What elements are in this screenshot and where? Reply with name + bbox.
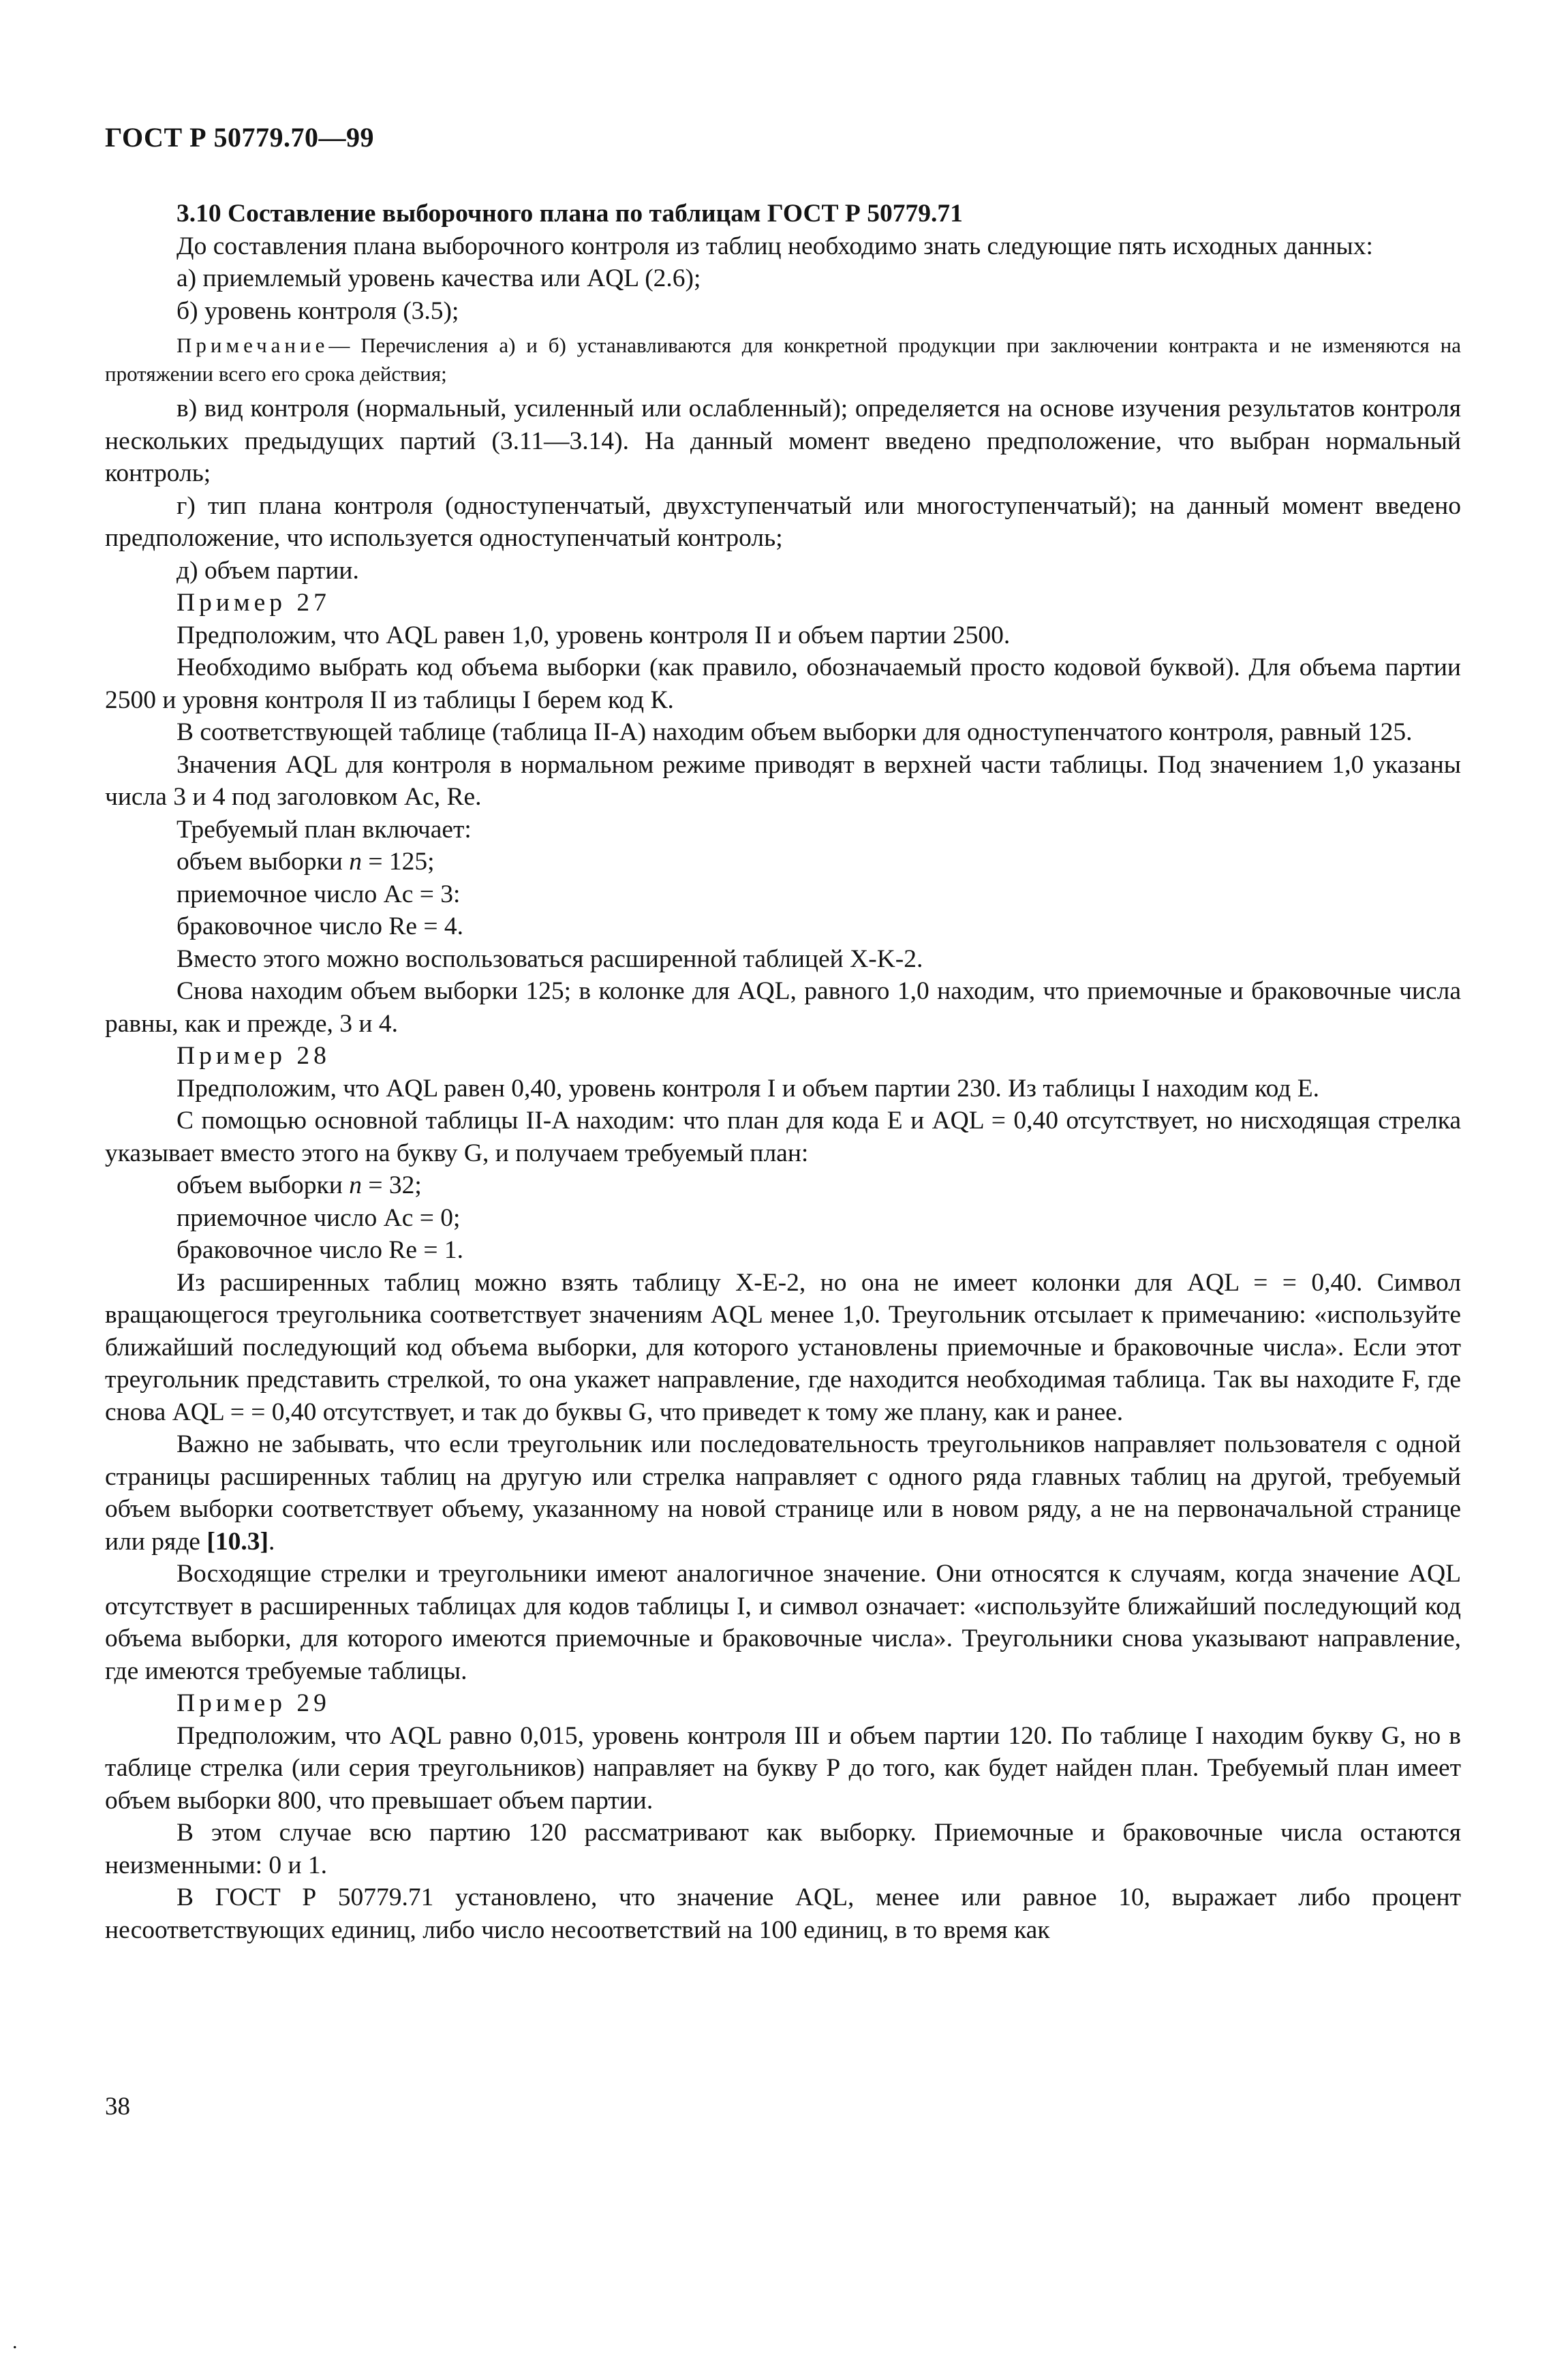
list-item-b: б) уровень контроля (3.5); <box>176 296 459 325</box>
example-label: Пример 27 <box>176 589 330 617</box>
note-label: Примечание <box>176 333 329 357</box>
list-item-d: д) объем партии. <box>176 556 359 585</box>
paragraph <box>105 1428 1461 1558</box>
reference: [10.3] <box>206 1527 268 1556</box>
paragraph: В соответствующей таблице (таблица II-А) находим объем выборки для одноступенчатого контроля, равный 125. <box>176 718 1413 746</box>
plan-text: объем выборки <box>176 1171 350 1199</box>
example-label: Пример 28 <box>176 1042 330 1070</box>
list-item-v: в) вид контроля (нормальный, усиленный или ослабленный); определяется на основе изучения результатов контроля нескольких предыдущих партий (3.11—3.14). На данный момент введено предположение, что выбран нормальный контроль; <box>105 395 1461 487</box>
plan-reject-number: браковочное число Re = 4. <box>176 912 464 940</box>
paragraph-text: Важно не забывать, что если треугольник или последовательность треугольников направляет пользователя с одной страницы расширенных таблиц на другую или стрелка направляет с одного ряда главных таблиц на другой, требуемый объем выборки соответствует объему, указанному на новой странице или в новом ряду, а не на первоначальной странице или ряде <box>105 1430 1461 1556</box>
list-item-a: а) приемлемый уровень качества или AQL (2.6); <box>176 264 701 292</box>
document-body <box>105 198 1461 1946</box>
plan-reject-number: браковочное число Re = 1. <box>176 1236 464 1264</box>
paragraph: В этом случае всю партию 120 рассматривают как выборку. Приемочные и браковочные числа остаются неизменными: 0 и 1. <box>105 1819 1461 1879</box>
plan-text: = 32; <box>361 1171 422 1199</box>
plan-text: объем выборки <box>176 848 350 876</box>
section-heading: 3.10 Составление выборочного плана по таблицам ГОСТ Р 50779.71 <box>176 200 963 228</box>
plan-sample-size <box>105 1169 1461 1202</box>
paragraph: Предположим, что AQL равен 0,40, уровень контроля I и объем партии 230. Из таблицы I находим код Е. <box>176 1074 1319 1103</box>
paragraph: Из расширенных таблиц можно взять таблицу Х-Е-2, но она не имеет колонки для AQL = = 0,40. Символ вращающегося треугольника соответствует значениям AQL менее 1,0. Треугольник отсылает к примечанию: «используйте ближайший последующий код объема выборки, для которого установлены приемочные и браковочные числа». Если этот треугольник представить стрелкой, то она укажет направление, где находится необходимая таблица. Так вы находите F, где снова AQL = = 0,40 отсутствует, и так до буквы G, что приведет к тому же плану, как и ранее. <box>105 1268 1461 1426</box>
variable-n: n <box>349 848 362 876</box>
stray-mark: . <box>12 2330 18 2353</box>
paragraph: До составления плана выборочного контроля из таблиц необходимо знать следующие пять исходных данных: <box>176 232 1373 260</box>
page-number: 38 <box>105 2093 130 2121</box>
document-page <box>105 0 1468 2370</box>
paragraph: Необходимо выбрать код объема выборки (как правило, обозначаемый просто кодовой буквой). Для объема партии 2500 и уровня контроля II из таблицы I берем код К. <box>105 653 1461 714</box>
paragraph: В ГОСТ Р 50779.71 установлено, что значение AQL, менее или равное 10, выражает либо процент несоответствующих единиц, либо число несоответствий на 100 единиц, в то время как <box>105 1883 1461 1944</box>
paragraph-text: . <box>268 1527 275 1556</box>
note <box>105 331 1461 388</box>
list-item-g: г) тип плана контроля (одноступенчатый, двухступенчатый или многоступенчатый); на данный момент введено предположение, что используется одноступенчатый контроль; <box>105 491 1461 552</box>
plan-text: = 125; <box>361 848 435 876</box>
note-text: — Перечисления а) и б) устанавливаются для конкретной продукции при заключении контракта и не изменяются на протяжении всего его срока действия; <box>105 333 1461 386</box>
paragraph: Значения AQL для контроля в нормальном режиме приводят в верхней части таблицы. Под значением 1,0 указаны числа 3 и 4 под заголовком Ac, Re. <box>105 750 1461 811</box>
paragraph: Требуемый план включает: <box>176 815 472 844</box>
plan-accept-number: приемочное число Ac = 0; <box>176 1203 461 1232</box>
paragraph: Восходящие стрелки и треугольники имеют аналогичное значение. Они относятся к случаям, когда значение AQL отсутствует в расширенных таблицах для кодов таблицы I, и символ означает: «используйте ближайший последующий код объема выборки, для которого имеются приемочные и браковочные числа». Треугольники снова указывают направление, где имеются требуемые таблицы. <box>105 1560 1461 1685</box>
paragraph: Вместо этого можно воспользоваться расширенной таблицей X-K-2. <box>176 944 923 973</box>
example-label: Пример 29 <box>176 1689 330 1717</box>
paragraph: Предположим, что AQL равно 0,015, уровень контроля III и объем партии 120. По таблице I находим букву G, но в таблице стрелка (или серия треугольников) направляет на букву Р до того, как будет найден план. Требуемый план имеет объем выборки 800, что превышает объем партии. <box>105 1721 1461 1815</box>
document-header: ГОСТ Р 50779.70—99 <box>105 122 375 153</box>
plan-accept-number: приемочное число Ac = 3: <box>176 880 461 908</box>
plan-sample-size <box>105 846 1461 878</box>
paragraph: С помощью основной таблицы II-A находим: что план для кода Е и AQL = 0,40 отсутствует, но нисходящая стрелка указывает вместо этого на букву G, и получаем требуемый план: <box>105 1107 1461 1167</box>
paragraph: Предположим, что AQL равен 1,0, уровень контроля II и объем партии 2500. <box>176 621 1011 649</box>
paragraph: Снова находим объем выборки 125; в колонке для AQL, равного 1,0 находим, что приемочные и браковочные числа равны, как и прежде, 3 и 4. <box>105 977 1461 1038</box>
variable-n: n <box>349 1171 362 1199</box>
